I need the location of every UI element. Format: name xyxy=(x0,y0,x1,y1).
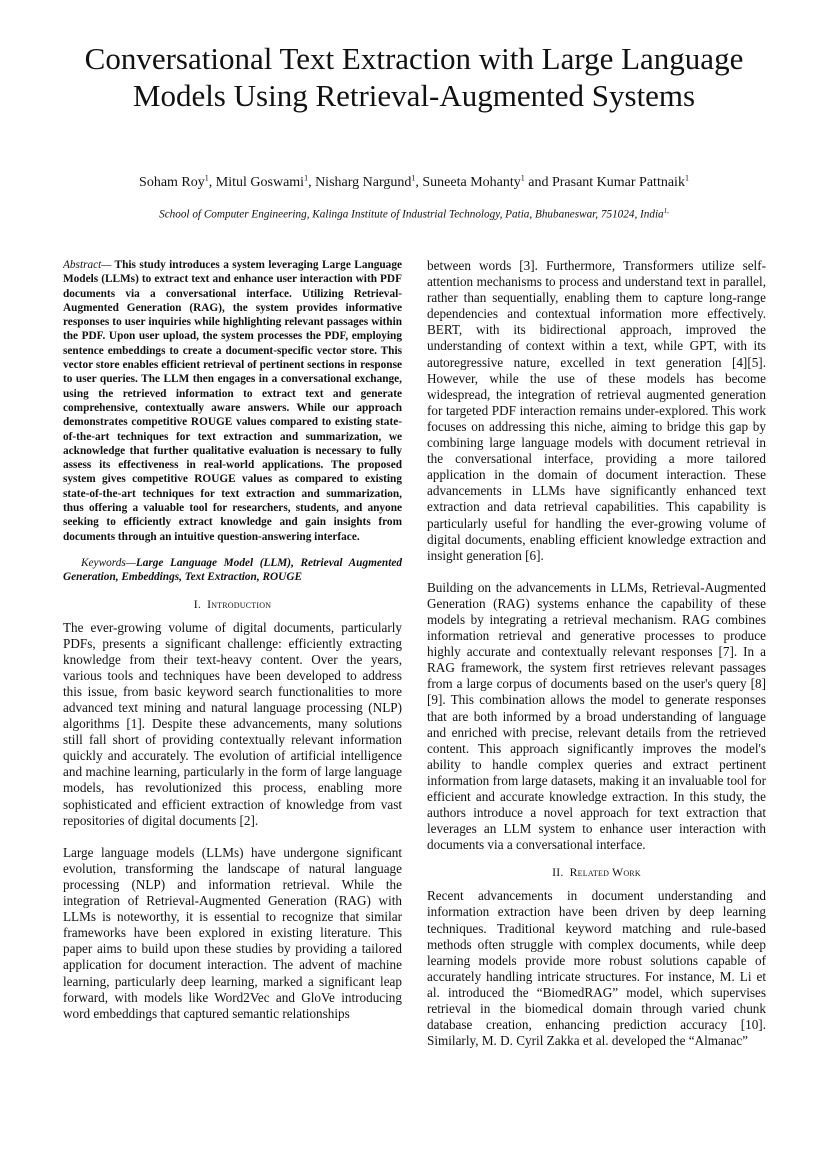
author-3: Nisharg Nargund$^1$, xyxy=(315,173,423,190)
keywords-body: Large Language Model (LLM), Retrieval Augmented Generation, Embeddings, Text Extraction, ROUGE xyxy=(63,556,402,584)
intro-paragraph-1: The ever-growing volume of digital documents, particularly PDFs, presents a significant challenge: efficiently extracting knowledge from their text-heavy content. Over the years, various tools and techniques have been developed to address this issue, from basic keyword search functionalities to more advanced text mining and natural language processing (NLP) algorithms [1]. Despite these advancements, many solutions still fall short of providing contextually relevant information quickly and accurately. The evolution of artificial intelligence and machine learning, particularly in the form of large language models, has revolutionized this process, enabling more sophisticated and efficient extraction of knowledge from vast repositories of digital documents [2]. xyxy=(63,619,402,828)
related-work-paragraph-1: Recent advancements in document understanding and information extraction have been driven by deep learning techniques. Traditional keyword matching and rule-based methods often struggle with complex documents, while deep learning models provide more robust solutions capable of accurately handling intricate structures. For instance, M. Li et al. introduced the “BiomedRAG” model, which supervises retrieval in the biomedical domain through varied chunk database creation, enhancing prediction accuracy [10]. Similarly, M. D. Cyril Zakka et al. developed the “Almanac” xyxy=(427,888,766,1049)
left-column xyxy=(63,258,402,1098)
author-list xyxy=(40,173,788,191)
keywords xyxy=(63,556,402,585)
author-5: Prasant Kumar Pattnaik$^1$ xyxy=(551,173,689,190)
intro-paragraph-3: Building on the advancements in LLMs, Retrieval-Augmented Generation (RAG) systems enhance the capability of these models by integrating a retrieval mechanism. RAG combines information retrieval and generative processes to produce highly accurate and contextually relevant responses [7]. In a RAG framework, the system first retrieves relevant passages from a large corpus of documents based on the user's query [8][9]. This combination allows the model to generate responses that are both informed by a broad understanding of language and enriched with precise, relevant details from the retrieved content. This approach significantly improves the model's ability to handle complex queries and extract pertinent information from large datasets, making it an invaluable tool for efficient and accurate knowledge extraction. In this study, the authors introduce a novel approach for text extraction that leverages an LLM system to enhance user interaction with documents via a conversational interface. xyxy=(427,579,766,853)
section-heading-introduction: I. Introduction xyxy=(193,596,272,611)
paper-title: Conversational Text Extraction with Large Language Models Using Retrieval-Augmented Systems xyxy=(84,41,744,113)
abstract xyxy=(63,258,402,544)
abstract-lead: Abstract— xyxy=(63,259,112,271)
section-heading-related-work: II. Related Work xyxy=(552,865,641,880)
author-1: Soham Roy$^1$, xyxy=(139,173,216,190)
intro-paragraph-2-start: Large language models (LLMs) have undergone significant evolution, transforming the landscape of natural language processing (NLP) and information retrieval. While the integration of Retrieval-Augmented Generation (RAG) with LLMs is noteworthy, it is essential to recognize that similar frameworks have been explored in existing literature. This paper aims to build upon these studies by providing a tailored application for document interaction. The advent of machine learning, particularly deep learning, marked a significant leap forward, with models like Word2Vec and GloVe introducing word embeddings that captured semantic relationships xyxy=(63,844,402,1021)
affiliation: School of Computer Engineering, Kalinga Institute of Industrial Technology, Patia, Bhubaneswar, 751024, India$^{1,}$ xyxy=(159,207,669,221)
abstract-body: This study introduces a system leveraging Large Language Models (LLMs) to extract text and enhance user interaction with PDF documents via a conversational interface. Utilizing Retrieval-Augmented Generation (RAG), the system provides informative responses to user inquiries while highlighting relevant passages within the PDF. Upon user upload, the system processes the PDF, employing sentence embeddings to create a document-specific vector store. This vector store enables efficient retrieval of pertinent sections in response to user queries. The LLM then engages in a conversational exchange, using the retrieved information to extract text and generate comprehensive, contextually aware answers. While our approach demonstrates competitive ROUGE values compared to existing state-of-the-art techniques for text extraction and summarization, we acknowledge that further qualitative evaluation is necessary to fully assess its effectiveness in real-world applications. The proposed system gives competitive ROUGE values as compared to existing state-of-the-art techniques for text extraction and summarization, thus offering a valuable tool for researchers, students, and anyone seeking to efficiently extract knowledge and gain insights from documents through an intuitive question-answering interface. xyxy=(63,259,402,543)
intro-paragraph-2-continued: between words [3]. Furthermore, Transformers utilize self-attention mechanisms to process and understand text in parallel, rather than sequentially, enabling them to capture long-range dependencies and contextual information more effectively. BERT, with its bidirectional approach, improved the understanding of context within a text, while GPT, with its autoregressive nature, excelled in text generation [4][5]. However, while the use of these models has become widespread, the integration of retrieval augmented generation for targeted PDF interaction remains under-explored. This work focuses on addressing this niche, aiming to bridge this gap by combining large language models with document retrieval in the conversational interface, providing a more tailored application in the domain of document interaction. These advancements in LLMs have significantly enhanced text extraction and data retrieval capabilities. This capability is particularly useful for handling the ever-growing volume of digital documents, enabling efficient knowledge extraction and insight generation [6]. xyxy=(427,258,766,563)
keywords-lead: Keywords— xyxy=(81,556,136,569)
author-4: Suneeta Mohanty$^1$ and xyxy=(422,173,552,190)
author-2: Mitul Goswami$^1$, xyxy=(215,173,316,190)
affiliation-mark: 1, xyxy=(663,207,669,215)
right-column xyxy=(427,258,766,1098)
